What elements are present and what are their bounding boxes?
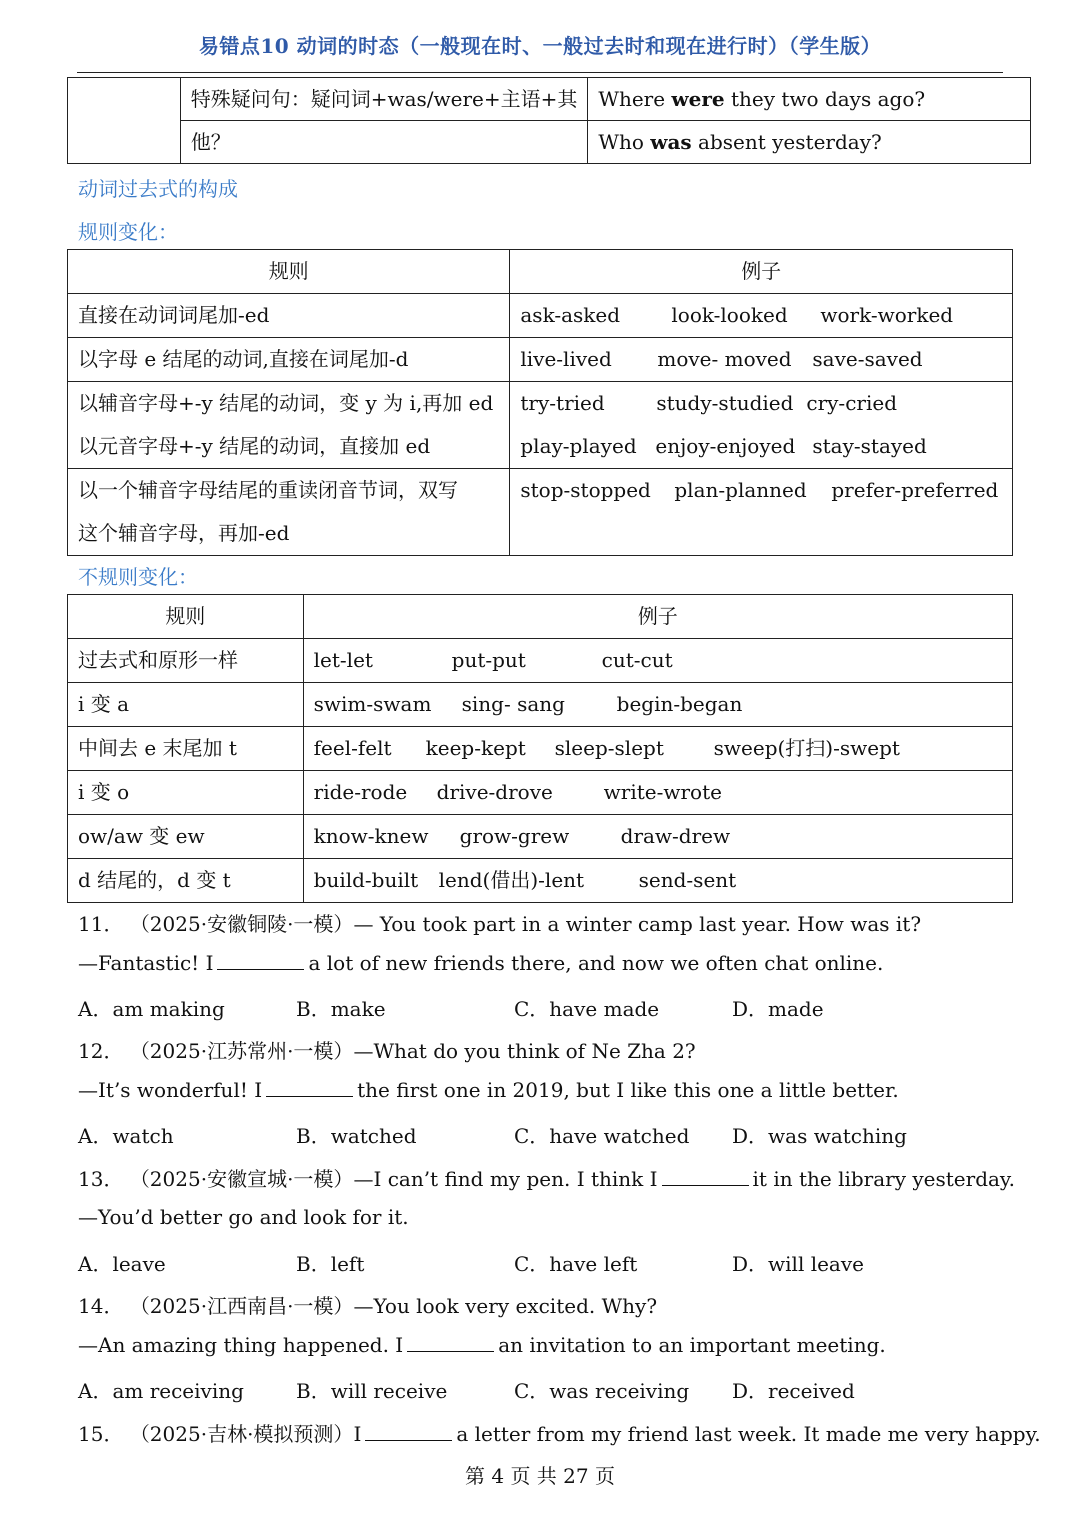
- rule-line: 以辅音字母+-y 结尾的动词，变 y 为 i,再加 ed: [78, 391, 494, 415]
- table-cell-example: [588, 121, 1031, 164]
- option-d[interactable]: D．received: [732, 1379, 855, 1403]
- table-row: [68, 727, 1013, 771]
- table-row: [68, 338, 1013, 382]
- section-heading-regular: 规则变化：: [78, 220, 178, 244]
- example-item: ask-asked: [520, 303, 621, 327]
- example-item: prefer-preferred: [831, 478, 999, 502]
- option-a[interactable]: A．leave: [78, 1252, 166, 1276]
- option-b[interactable]: B．watched: [296, 1124, 417, 1148]
- example-bold: were: [671, 87, 725, 111]
- example-item: swim-swam: [313, 692, 432, 716]
- answer-blank[interactable]: [266, 1078, 353, 1097]
- example-item: stop-stopped: [520, 478, 651, 502]
- example-cell: [303, 683, 1012, 727]
- example-item: send-sent: [638, 868, 737, 892]
- rule-cell: [68, 382, 510, 469]
- table-row: [68, 294, 1013, 338]
- table-cell-rule: [180, 78, 588, 121]
- example-text: absent yesterday?: [691, 130, 882, 154]
- example-item: sing- sang: [461, 692, 565, 716]
- example-cell: [303, 727, 1012, 771]
- table-row: [68, 382, 1013, 469]
- table-row: [68, 859, 1013, 903]
- table-cell-rule: [180, 121, 588, 164]
- table-header-row: [68, 250, 1013, 294]
- question-15-stem: [78, 1418, 1041, 1447]
- rule-cell: [68, 469, 510, 556]
- table-row: [68, 639, 1013, 683]
- example-item: know-knew: [313, 824, 429, 848]
- question-number: 12．: [78, 1039, 124, 1063]
- question-text: I: [353, 1422, 362, 1446]
- rule-line: 这个辅音字母，再加-ed: [78, 521, 290, 545]
- example-item: cry-cried: [806, 391, 897, 415]
- question-source: （2025·江苏常州·一模）: [129, 1039, 354, 1063]
- reply-text: an invitation to an important meeting.: [498, 1333, 886, 1357]
- table-row: [68, 771, 1013, 815]
- example-item: work-worked: [820, 303, 954, 327]
- option-b[interactable]: B．make: [296, 997, 386, 1021]
- example-item: plan-planned: [674, 478, 807, 502]
- question-11-options: [78, 993, 950, 1022]
- example-cell: [303, 859, 1012, 903]
- question-text: it in the library yesterday.: [752, 1167, 1015, 1191]
- rule-cell: 以字母 e 结尾的动词,直接在词尾加-d: [68, 338, 510, 382]
- question-text: —You look very excited. Why?: [353, 1294, 658, 1318]
- option-a[interactable]: A．am receiving: [78, 1379, 244, 1403]
- question-text: —I can’t find my pen. I think I: [353, 1167, 658, 1191]
- column-header-example: 例子: [510, 250, 1013, 294]
- example-cell: [303, 639, 1012, 683]
- question-13-options: [78, 1248, 950, 1277]
- example-text: Where: [598, 87, 672, 111]
- example-item: build-built: [313, 868, 419, 892]
- example-item: cut-cut: [601, 648, 673, 672]
- example-bold: was: [650, 130, 692, 154]
- option-d[interactable]: D．will leave: [732, 1252, 864, 1276]
- example-item: lend(借出)-lent: [438, 868, 585, 892]
- table-row: [68, 683, 1013, 727]
- example-cell: [510, 294, 1013, 338]
- example-item: play-played: [520, 434, 637, 458]
- option-c[interactable]: C．have left: [514, 1252, 638, 1276]
- example-text: Who: [598, 130, 651, 154]
- example-item: write-wrote: [603, 780, 722, 804]
- question-source: （2025·安徽宣城·一模）: [129, 1167, 354, 1191]
- example-cell: [510, 382, 1013, 469]
- question-text: —What do you think of Ne Zha 2?: [353, 1039, 696, 1063]
- question-11-reply: [78, 951, 883, 975]
- question-number: 11．: [78, 912, 124, 936]
- option-a[interactable]: A．watch: [78, 1124, 174, 1148]
- answer-blank[interactable]: [365, 1422, 452, 1441]
- question-14-reply: [78, 1333, 886, 1357]
- question-12-reply: [78, 1078, 899, 1102]
- rule-text: 他？: [190, 130, 231, 154]
- table-row: [68, 815, 1013, 859]
- question-12-options: [78, 1120, 950, 1149]
- page-footer: 第 4 页 共 27 页: [465, 1464, 615, 1488]
- section-heading-formation: 动词过去式的构成: [78, 177, 238, 201]
- rule-cell: d 结尾的，d 变 t: [68, 859, 304, 903]
- answer-blank[interactable]: [407, 1333, 494, 1352]
- option-c[interactable]: C．have made: [514, 997, 660, 1021]
- rule-cell: 直接在动词词尾加-ed: [68, 294, 510, 338]
- reply-text: —An amazing thing happened. I: [78, 1333, 404, 1357]
- question-14-options: [78, 1375, 950, 1404]
- question-13-reply: [78, 1205, 409, 1229]
- example-item: begin-began: [616, 692, 743, 716]
- example-item: keep-kept: [425, 736, 526, 760]
- example-item: enjoy-enjoyed: [655, 434, 796, 458]
- example-item: sleep-slept: [554, 736, 664, 760]
- example-item: sweep(打扫)-swept: [713, 736, 900, 760]
- rule-cell: i 变 o: [68, 771, 304, 815]
- example-item: grow-grew: [459, 824, 570, 848]
- example-text: they two days ago?: [724, 87, 926, 111]
- answer-blank[interactable]: [662, 1167, 749, 1186]
- reply-text: —Fantastic! I: [78, 951, 214, 975]
- example-item: study-studied: [656, 391, 794, 415]
- regular-change-table: [67, 249, 1013, 556]
- rule-line: 以一个辅音字母结尾的重读闭音节词，双写: [78, 478, 458, 502]
- option-b[interactable]: B．left: [296, 1252, 365, 1276]
- table-cell-example: [588, 78, 1031, 121]
- table-row: [68, 78, 1031, 121]
- example-cell: [303, 771, 1012, 815]
- example-item: save-saved: [812, 347, 923, 371]
- option-c[interactable]: C．was receiving: [514, 1379, 690, 1403]
- answer-blank[interactable]: [217, 951, 304, 970]
- example-item: put-put: [451, 648, 526, 672]
- question-number: 14．: [78, 1294, 124, 1318]
- rule-text: 特殊疑问句：疑问词+was/were+主语+其: [190, 87, 578, 111]
- special-question-table: [67, 77, 1031, 164]
- rule-cell: 过去式和原形一样: [68, 639, 304, 683]
- question-13-stem: [78, 1163, 1015, 1192]
- section-heading-irregular: 不规则变化：: [78, 565, 198, 589]
- question-text: — You took part in a winter camp last year. How was it?: [353, 912, 922, 936]
- example-item: stay-stayed: [812, 434, 927, 458]
- example-item: let-let: [313, 648, 373, 672]
- example-item: move- moved: [657, 347, 792, 371]
- example-item: look-looked: [671, 303, 788, 327]
- rule-line: 以元音字母+-y 结尾的动词，直接加 ed: [78, 434, 431, 458]
- column-header-rule: 规则: [68, 250, 510, 294]
- question-source: （2025·江西南昌·一模）: [129, 1294, 354, 1318]
- question-source: （2025·吉林·模拟预测）: [129, 1422, 354, 1446]
- question-text: a letter from my friend last week. It made me very happy.: [456, 1422, 1041, 1446]
- question-number: 15．: [78, 1422, 124, 1446]
- reply-text: —You’d better go and look for it.: [78, 1205, 409, 1229]
- option-c[interactable]: C．have watched: [514, 1124, 690, 1148]
- question-source: （2025·安徽铜陵·一模）: [129, 912, 354, 936]
- example-item: feel-felt: [313, 736, 392, 760]
- table-row: [68, 469, 1013, 556]
- column-header-rule: 规则: [68, 595, 304, 639]
- question-12-stem: [78, 1035, 696, 1064]
- example-item: live-lived: [520, 347, 612, 371]
- rule-cell: ow/aw 变 ew: [68, 815, 304, 859]
- example-item: drive-drove: [436, 780, 553, 804]
- header-divider: [77, 72, 1003, 73]
- table-header-row: [68, 595, 1013, 639]
- option-a[interactable]: A．am making: [78, 997, 225, 1021]
- column-header-example: 例子: [303, 595, 1012, 639]
- page-header-title: 易错点10 动词的时态（一般现在时、一般过去时和现在进行时）（学生版）: [198, 34, 882, 58]
- rule-cell: i 变 a: [68, 683, 304, 727]
- table-cell-empty: [68, 78, 181, 164]
- example-cell: [303, 815, 1012, 859]
- irregular-change-table: [67, 594, 1013, 903]
- table-row: [68, 121, 1031, 164]
- rule-cell: 中间去 e 末尾加 t: [68, 727, 304, 771]
- reply-text: a lot of new friends there, and now we often chat online.: [308, 951, 884, 975]
- example-item: try-tried: [520, 391, 605, 415]
- example-cell: [510, 469, 1013, 556]
- question-number: 13．: [78, 1167, 124, 1191]
- option-d[interactable]: D．made: [732, 997, 824, 1021]
- question-14-stem: [78, 1290, 657, 1319]
- option-b[interactable]: B．will receive: [296, 1379, 448, 1403]
- example-item: draw-drew: [620, 824, 731, 848]
- reply-text: the first one in 2019, but I like this one a little better.: [357, 1078, 899, 1102]
- question-11-stem: [78, 908, 921, 937]
- option-d[interactable]: D．was watching: [732, 1124, 907, 1148]
- example-cell: [510, 338, 1013, 382]
- reply-text: —It’s wonderful! I: [78, 1078, 263, 1102]
- example-item: ride-rode: [313, 780, 408, 804]
